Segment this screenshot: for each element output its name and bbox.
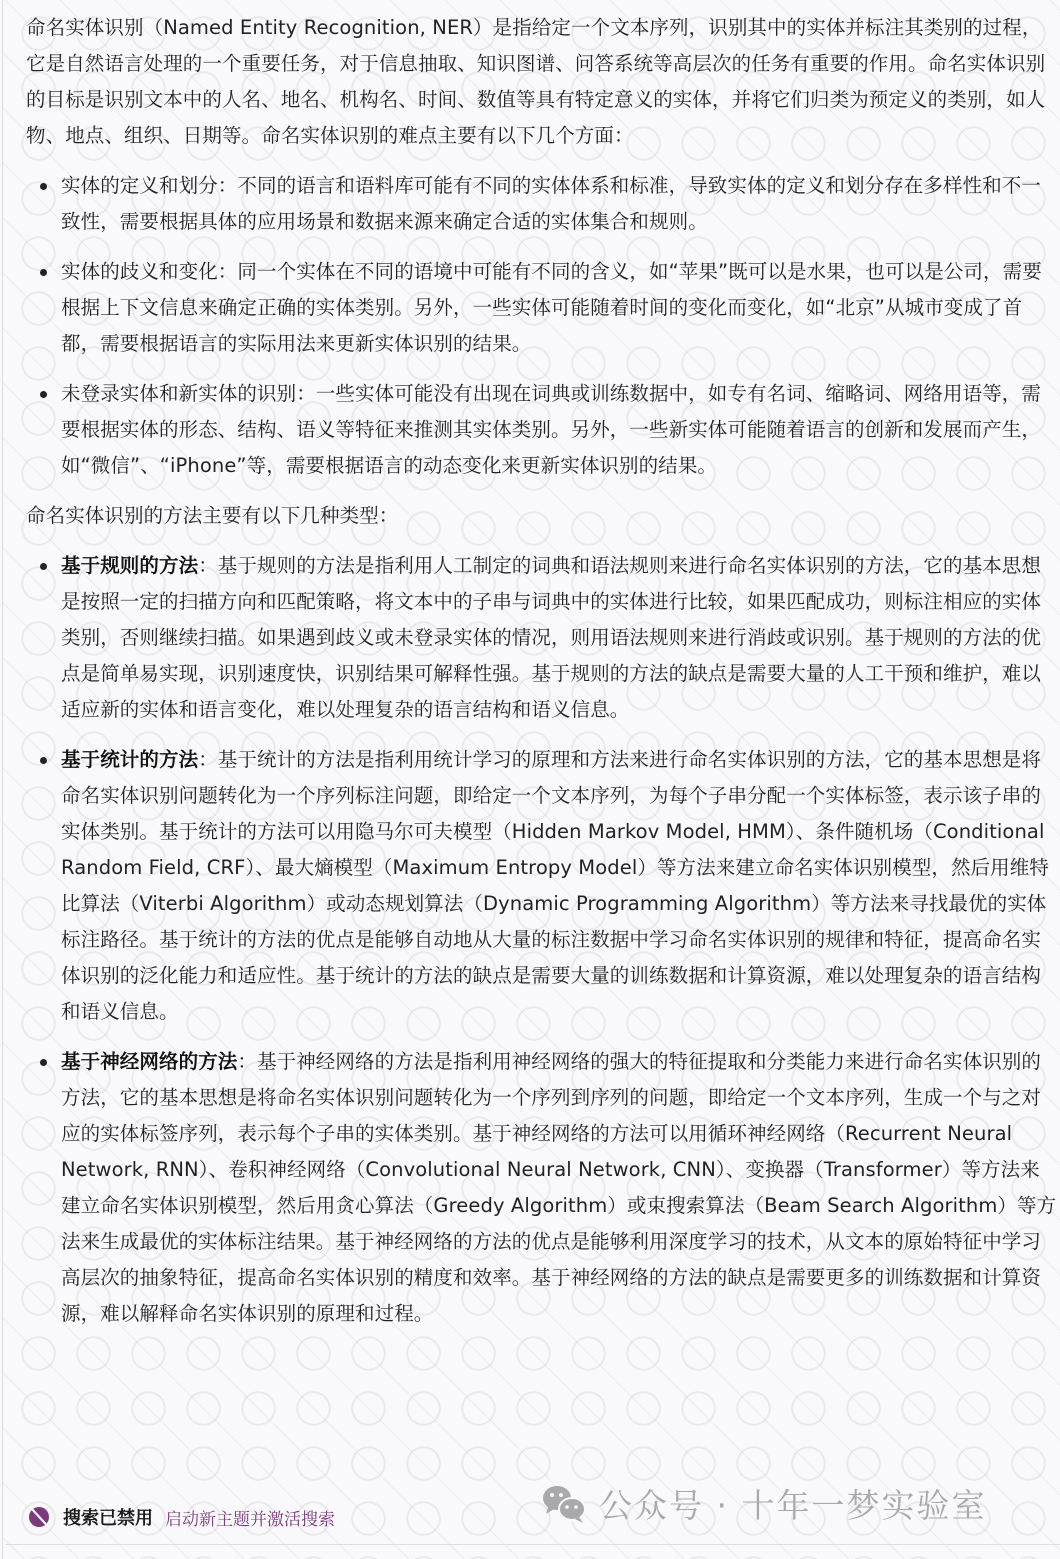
method-item-neural (61, 1044, 1058, 1332)
method-description: ：基于神经网络的方法是指利用神经网络的强大的特征提取和分类能力来进行命名实体识别的方法，它的基本思想是将命名实体识别问题转化为一个序列到序列的问题，即给定一个文本序列，生成一个与之对应的实体标签序列，表示每个子串的实体类别。基于神经网络的方法可以用循环神经网络（Recurrent Neural Network, RNN）、卷积神经网络（Convolutional Neural Network, CNN）、变换器（Transformer）等方法来建立命名实体识别模型，然后用贪心算法（Greedy Algorithm）或束搜索算法（Beam Search Algorithm）等方法来生成最优的实体标注结果。基于神经网络的方法的优点是能够利用深度学习的技术，从文本的原始特征中学习高层次的抽象特征，提高命名实体识别的精度和效率。基于神经网络的方法的缺点是需要更多的训练数据和计算资源，难以解释命名实体识别的原理和过程。 (61, 1050, 1057, 1325)
intro-paragraph: 命名实体识别（Named Entity Recognition, NER）是指给定一个文本序列，识别其中的实体并标注其类别的过程，它是自然语言处理的一个重要任务，对于信息抽取、知识图谱、问答系统等高层次的任务有重要的作用。命名实体识别的目标是识别文本中的人名、地名、机构名、时间、数值等具有特定意义的实体，并将它们归类为预定义的类别，如人物、地点、组织、日期等。命名实体识别的难点主要有以下几个方面： (26, 16, 1046, 147)
wechat-icon (539, 1483, 589, 1525)
method-title: 基于统计的方法 (61, 748, 199, 771)
difficulties-list (26, 168, 1058, 484)
method-title: 基于规则的方法 (61, 554, 199, 577)
chat-response-page (2, 0, 1060, 1559)
method-title: 基于神经网络的方法 (61, 1050, 238, 1073)
method-item-statistical (61, 742, 1058, 1030)
watermark (539, 1480, 986, 1527)
difficulty-item: 实体的歧义和变化：同一个实体在不同的语境中可能有不同的含义，如“苹果”既可以是水果，也可以是公司，需要根据上下文信息来确定正确的实体类别。另外，一些实体可能随着时间的变化而变化，如“北京”从城市变成了首都，需要根据语言的实际用法来更新实体识别的结果。 (61, 254, 1058, 362)
method-item-rule (61, 548, 1058, 728)
method-description: ：基于规则的方法是指利用人工制定的词典和语法规则来进行命名实体识别的方法，它的基本思想是按照一定的扫描方向和匹配策略，将文本中的子串与词典中的实体进行比较，如果匹配成功，则标注相应的实体类别，否则继续扫描。如果遇到歧义或未登录实体的情况，则用语法规则来进行消歧或识别。基于规则的方法的优点是简单易实现，识别速度快，识别结果可解释性强。基于规则的方法的缺点是需要大量的人工干预和维护，难以适应新的实体和语言变化，难以处理复杂的语言结构和语义信息。 (61, 554, 1042, 721)
response-content (26, 10, 1058, 1346)
search-disabled-icon (27, 1505, 51, 1529)
watermark-text: 公众号 · 十年一梦实验室 (599, 1486, 987, 1525)
methods-list (26, 548, 1058, 1332)
difficulty-item: 实体的定义和划分：不同的语言和语料库可能有不同的实体体系和标准，导致实体的定义和划分存在多样性和不一致性，需要根据具体的应用场景和数据来源来确定合适的实体集合和规则。 (61, 168, 1058, 240)
method-description: ：基于统计的方法是指利用统计学习的原理和方法来进行命名实体识别的方法，它的基本思想是将命名实体识别问题转化为一个序列标注问题，即给定一个文本序列，为每个子串分配一个实体标签，表示该子串的实体类别。基于统计的方法可以用隐马尔可夫模型（Hidden Markov Model, HMM）、条件随机场（Conditional Random Field, CRF）、最大熵模型（Maximum Entropy Model）等方法来建立命名实体识别模型，然后用维特比算法（Viterbi Algorithm）或动态规划算法（Dynamic Programming Algorithm）等方法来寻找最优的实体标注路径。基于统计的方法的优点是能够自动地从大量的标注数据中学习命名实体识别的规律和特征，提高命名实体识别的泛化能力和适应性。基于统计的方法的缺点是需要大量的训练数据和计算资源，难以处理复杂的语言结构和语义信息。 (61, 748, 1049, 1023)
search-disabled-label: 搜索已禁用 (63, 1508, 153, 1529)
difficulty-item: 未登录实体和新实体的识别：一些实体可能没有出现在词典或训练数据中，如专有名词、缩略词、网络用语等，需要根据实体的形态、结构、语义等特征来推测其实体类别。另外，一些新实体可能随着语言的创新和发展而产生，如“微信”、“iPhone”等，需要根据语言的动态变化来更新实体识别的结果。 (61, 376, 1058, 484)
methods-intro: 命名实体识别的方法主要有以下几种类型： (26, 504, 399, 527)
start-new-topic-link[interactable]: 启动新主题并激活搜索 (165, 1509, 335, 1530)
